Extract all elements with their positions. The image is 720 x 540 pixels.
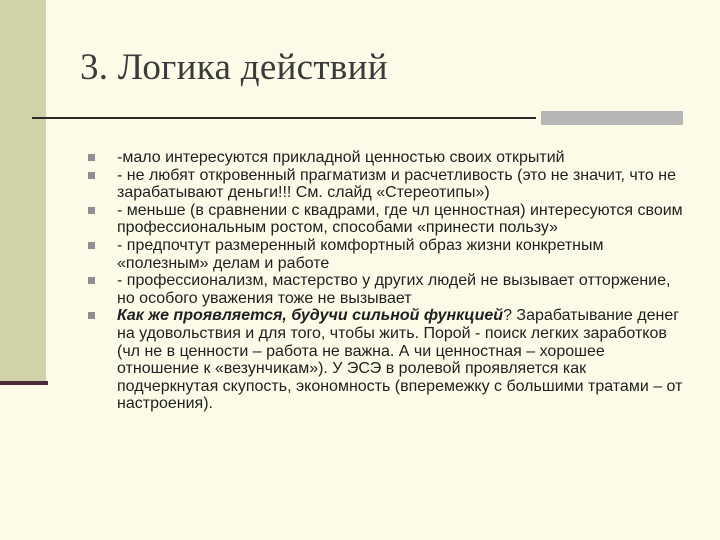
bullet-text: -мало интересуются прикладной ценностью своих открытий — [117, 149, 565, 166]
bullet-item — [88, 307, 688, 413]
bullet-item — [88, 149, 688, 167]
bullet-text: - не любят откровенный прагматизм и расчетливость (это не значит, что не зарабатывают деньги!!! См. слайд «Стереотипы») — [117, 166, 676, 202]
bullet-text: - профессионализм, мастерство у других людей не вызывает отторжение, но особого уважения тоже не вызывает — [117, 272, 671, 307]
title-underline — [32, 117, 536, 119]
bullet-emphasis: Как же проявляется, будучи сильной функцией — [117, 307, 504, 325]
slide-title: 3. Логика действий — [80, 47, 388, 88]
square-bullet-icon — [88, 172, 95, 179]
bullet-item — [88, 167, 688, 202]
left-band-bottom-rule — [0, 381, 48, 385]
bullet-item — [88, 202, 688, 237]
bullet-text: - предпочтут размеренный комфортный образ жизни конкретным «полезным» делам и работе — [117, 236, 604, 272]
bullet-item — [88, 237, 688, 272]
bullet-text — [117, 307, 682, 412]
bullet-item — [88, 272, 688, 307]
bullet-list — [88, 149, 688, 413]
square-bullet-icon — [88, 312, 95, 319]
left-decorative-band — [0, 0, 46, 384]
bullet-text: - меньше (в сравнении с квадрами, где чл ценностная) интересуются своим профессиональным ростом, способами «принести пользу» — [117, 201, 683, 237]
bullet-continuation: ? Зарабатывание денег на удовольствия и для того, чтобы жить. Порой - поиск легких заработков (чл не в ценности – работа не важна. А чи ценностная – хорошее отношение к «везунчикам»). У ЭСЭ в ролевой проявляется как подчеркнутая скупость, экономность (вперемежку с большими тратами – от настроения). — [117, 307, 683, 413]
square-bullet-icon — [88, 207, 95, 214]
square-bullet-icon — [88, 277, 95, 284]
title-accent-bar — [541, 111, 683, 125]
square-bullet-icon — [88, 154, 95, 161]
square-bullet-icon — [88, 242, 95, 249]
